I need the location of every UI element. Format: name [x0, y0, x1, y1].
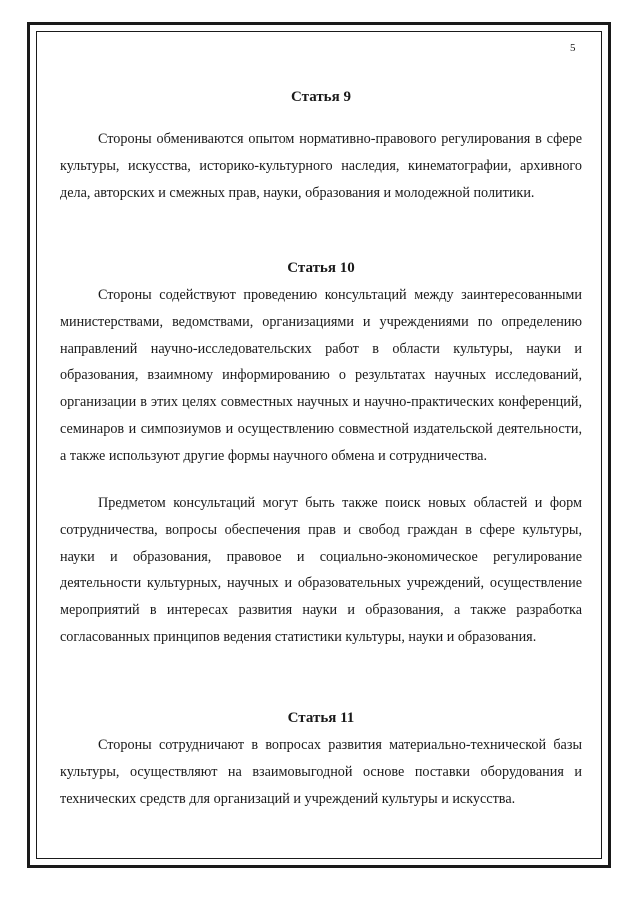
page-number: 5: [570, 42, 576, 54]
article-11-paragraph-1: Стороны сотрудничают в вопросах развития материально-технической базы культуры, осуществляют на взаимовыгодной основе поставки оборудования и технических средств для организаций и учреждений культуры и искусства.: [60, 737, 582, 807]
article-10-paragraph-1: Стороны содействуют проведению консультаций между заинтересованными министерствами, ведомствами, организациями и учреждениями по определению направлений научно-исследовательских работ в области культуры, науки и образования, взаимному информированию о результатах научных исследований, организации в этих целях совместных научных и научно-практических конференций, семинаров и симпозиумов и осуществлению совместной издательской деятельности, а также используют другие формы научного обмена и сотрудничества.: [60, 287, 582, 464]
article-9-title: Статья 9: [291, 89, 351, 105]
article-10-title: Статья 10: [287, 260, 355, 276]
article-10-paragraph-2: Предметом консультаций могут быть также поиск новых областей и форм сотрудничества, вопросы обеспечения прав и свобод граждан в сфере культуры, науки и образования, правовое и социально-экономическое регулирование деятельности культурных, научных и образовательных учреждений, осуществление мероприятий в интересах развития науки и образования, а также разработка согласованных принципов ведения статистики культуры, науки и образования.: [60, 495, 582, 645]
article-9-paragraph-1: Стороны обмениваются опытом нормативно-правового регулирования в сфере культуры, искусства, историко-культурного наследия, кинематографии, архивного дела, авторских и смежных прав, науки, образования и молодежной политики.: [60, 131, 582, 201]
article-11-title: Статья 11: [287, 710, 355, 726]
